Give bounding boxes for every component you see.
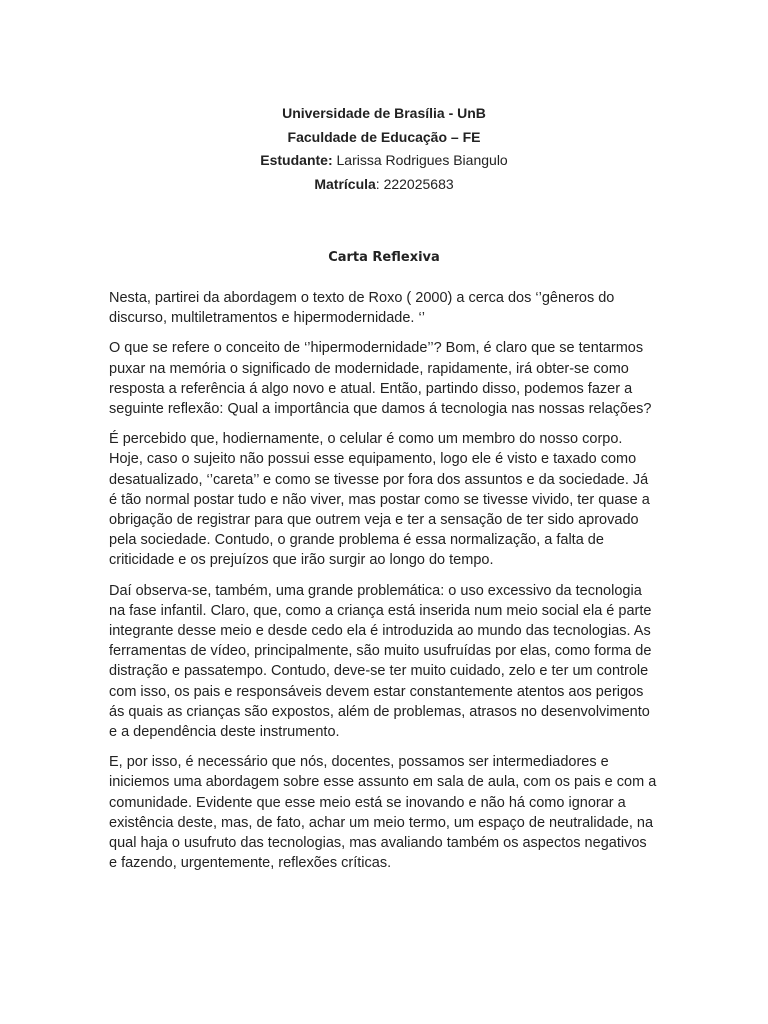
paragraph-conclusion [109, 752, 709, 873]
paragraph-line: E, por isso, é necessário que nós, docentes, possamos ser intermediadores e [109, 754, 609, 771]
student-name: Larissa Rodrigues Biangulo [332, 152, 508, 168]
university-name: Universidade de Brasília - UnB [282, 105, 486, 121]
paragraph-line: desatualizado, ‘’careta’’ e como se tivesse por fora dos assuntos e da sociedade. Já [109, 471, 649, 488]
paragraph-line: distração e passatempo. Contudo, deve-se ter muito cuidado, zelo e ter um controle [109, 663, 649, 680]
paragraph-line: qual haja o usufruto das tecnologias, mas avaliando também os aspectos negativos [109, 835, 647, 852]
paragraph-line: criticidade e os prejuízos que irão surgir ao longo do tempo. [109, 552, 494, 569]
paragraph-line: é tão normal postar tudo e não viver, mas postar como se tivesse vivido, ter quase a [109, 491, 650, 508]
registration-line [0, 173, 768, 197]
paragraph-line: O que se refere o conceito de ‘’hipermodernidade’’? Bom, é claro que se tentarmos [109, 340, 644, 357]
paragraph-line: integrante desse meio e desde cedo ela é introduzida ao mundo das tecnologias. As [109, 623, 651, 640]
paragraph-line: seguinte reflexão: Qual a importância que damos á tecnologia nas nossas relações? [109, 401, 652, 418]
student-line [0, 149, 768, 173]
paragraph-intro [109, 288, 709, 328]
faculty-name: Faculdade de Educação – FE [287, 128, 481, 145]
paragraph-line: Daí observa-se, também, uma grande problemática: o uso excessivo da tecnologia [109, 582, 642, 599]
paragraph-line: resposta a referência á algo novo e atual. Então, partindo disso, podemos fazer a [109, 380, 633, 397]
document-body [109, 288, 709, 883]
student-label: Estudante: [260, 152, 333, 168]
paragraph-line: ás quais as crianças são expostos, além de problemas, atrasos no desenvolvimento [109, 703, 650, 720]
paragraph-line: discurso, multiletramentos e hipermodernidade. ‘’ [109, 310, 425, 327]
document-title: Carta Reflexiva [328, 250, 440, 265]
document-header [0, 102, 768, 196]
paragraph-line: iniciemos uma abordagem sobre esse assunto em sala de aula, com os pais e com a [109, 774, 657, 791]
paragraph-hypermodernity [109, 338, 709, 419]
paragraph-line: existência deste, mas, de fato, achar um meio termo, um espaço de neutralidade, na [109, 814, 654, 831]
paragraph-line: na fase infantil. Claro, que, como a criança está inserida num meio social ela é parte [109, 602, 652, 619]
paragraph-line: comunidade. Evidente que esse meio está se inovando e não há como ignorar a [109, 794, 626, 811]
paragraph-line: ferramentas de vídeo, principalmente, são muito usufruídas por elas, como forma de [109, 643, 652, 660]
paragraph-line: pela sociedade. Contudo, o grande problema é essa normalização, a falta de [109, 532, 604, 549]
paragraph-cellphone [109, 429, 709, 570]
paragraph-line: Nesta, partirei da abordagem o texto de Roxo ( 2000) a cerca dos ‘’gêneros do [109, 290, 615, 306]
paragraph-line: e fazendo, urgentemente, reflexões críticas. [109, 855, 392, 872]
paragraph-line: É percebido que, hodiernamente, o celular é como um membro do nosso corpo. [109, 431, 623, 448]
registration-label: Matrícula [314, 175, 376, 192]
paragraph-line: obrigação de registrar para que outrem veja e ter a sensação de ter sido aprovado [109, 512, 639, 529]
registration-number: : 222025683 [375, 175, 454, 192]
paragraph-line: com isso, os pais e responsáveis devem estar constantemente atentos aos perigos [109, 683, 644, 700]
paragraph-line: e a dependência deste instrumento. [109, 724, 340, 741]
paragraph-childhood [109, 581, 709, 743]
paragraph-line: puxar na memória o significado de modernidade, rapidamente, irá obter-se como [109, 360, 629, 377]
paragraph-line: Hoje, caso o sujeito não possui esse equipamento, logo ele é visto e taxado como [109, 451, 637, 468]
